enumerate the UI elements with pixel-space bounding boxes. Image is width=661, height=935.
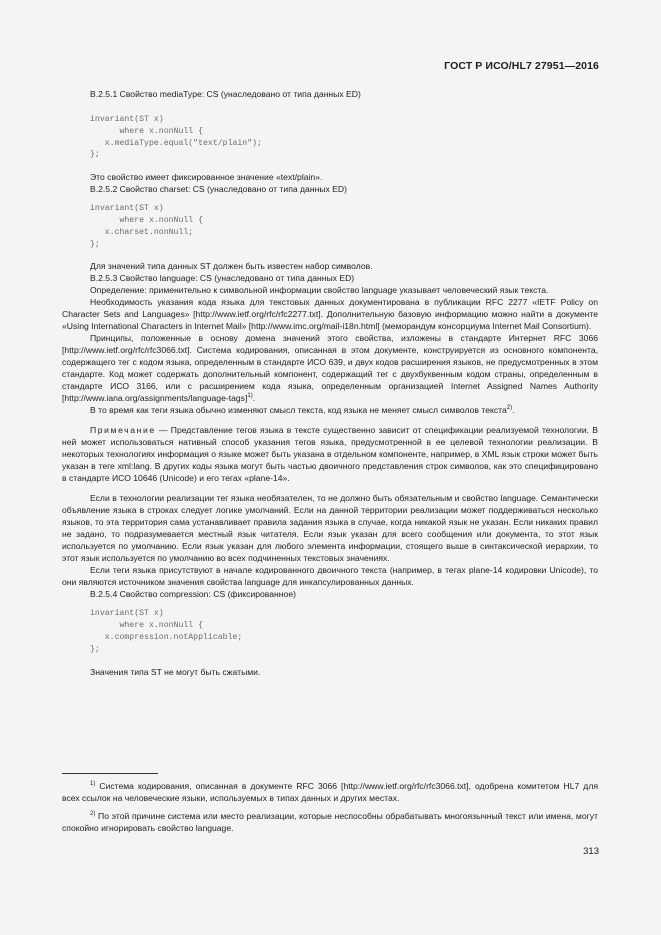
footnote-ref: 2): [506, 405, 513, 412]
code-block: [62, 114, 598, 161]
code-block: [62, 608, 598, 655]
footnote-ref: 1): [247, 393, 253, 400]
section-heading: B.2.5.1 Свойство mediaType: CS (унаследовано от типа данных ED): [90, 89, 361, 99]
code-line: where x.nonNull {: [90, 126, 204, 136]
footnote-mark: 1): [90, 781, 96, 788]
footnote-text: Система кодирования, описанная в документе RFC 3066 [http://www.ietf.org/rfc/rfc3066.txt], одобрена комитетом HL7 для всех ссылок на человеческие языки, используемых в типах данных и других местах.: [62, 781, 598, 803]
footnotes: [62, 773, 598, 834]
code-line: where x.nonNull {: [90, 215, 204, 225]
code-line: x.mediaType.equal("text/plain");: [90, 138, 262, 148]
footnote: [62, 810, 598, 834]
note: [62, 424, 598, 484]
paragraph: Необходимость указания кода языка для текстовых данных документирована в публикации RFC 2277 «IETF Policy on Character Sets and Languages» [http://www.ietf.org/rfc/rfc2277.txt]. Дополнительную базовую информацию можно найти в документе «Using International Characters in Internet Mail» [http://www.imc.org/mail-i18n.html] (меморандум консорциума Internet Mail Consortium).: [62, 297, 598, 332]
footnote-mark: 2): [90, 811, 96, 818]
document-header: ГОСТ Р ИСО/HL7 27951—2016: [444, 60, 599, 72]
code-line: x.charset.nonNull;: [90, 227, 194, 237]
footnote: [62, 780, 598, 804]
paragraph-end: .: [252, 393, 256, 404]
code-line: x.compression.notApplicable;: [90, 632, 243, 642]
paragraph: Если в технологии реализации тег языка необязателен, то не должно быть обязательным и свойство language. Семантически объявление языка в строках следует логике умолчаний. Если на данной территории реализации может поддерживаться несколько языков, то эта территория сама устанавливает правила задания языка в случае, когда никакой язык не указан. Если никаких правил не задано, то подразумевается местный язык читателя. Если язык указан для всего сообщения или документа, то этот язык используется по умолчанию. Если язык указан для любого элемента информации, стоящего выше в синтаксической иерархии, то этот язык используется по умолчанию во всех подчиненных текстовых значениях.: [62, 493, 598, 564]
section-heading: B.2.5.3 Свойство language: CS (унаследовано от типа данных ED): [90, 273, 355, 284]
paragraph: [62, 332, 598, 404]
definition: Определение: применительно к символьной информации свойство language указывает человеческий язык текста.: [90, 285, 549, 296]
note-label: Примечание: [90, 425, 156, 436]
code-line: invariant(ST x): [90, 609, 164, 619]
note-text: — Представление тегов языка в тексте существенно зависит от спецификации реализуемой технологии. В ней может использоваться нативный способ указания тегов языка, предусмотренной в ее целевой технологии реализации. В некоторых технологиях информация о языке может быть указана в отдельном компоненте, например, в XML язык строки может быть указан в теге xml:lang. В других коды языка могут быть частью двоичного представления строк символов, как это специфицировано в стандарте ИСО 10646 (Unicode) и его тегах «plane-14».: [62, 425, 598, 484]
section-heading: B.2.5.4 Свойство compression: CS (фиксированное): [90, 589, 296, 600]
section-heading: B.2.5.2 Свойство charset: CS (унаследовано от типа данных ED): [90, 184, 347, 195]
footnote-divider: [62, 773, 158, 774]
code-block: [62, 203, 598, 250]
code-line: where x.nonNull {: [90, 621, 204, 631]
code-line: };: [90, 150, 100, 160]
code-line: };: [90, 644, 100, 654]
paragraph: Это свойство имеет фиксированное значение «text/plain».: [90, 172, 323, 183]
paragraph-text: Принципы, положенные в основу домена значений этого свойства, изложены в стандарте Интернет RFC 3066 [http://www.ietf.org/rfc/rfc3066.txt]. Система кодирования, описанная в этом документе, конструируется из основного компонента, содержащего тег с кодом языка, определенным в стандарте ИСО 639, и двух кодов расширения языков, не предусмотренных в этом стандарте. Код может содержать дополнительный компонент, содержащий тег с двухбуквенным кодом страны, определенным в стандарте ИСО 3166, или с расширением кода языка, определенным организацией Internet Assigned Names Authority [http://www.iana.org/assignments/language-tags]: [62, 333, 598, 404]
code-line: invariant(ST x): [90, 204, 164, 214]
paragraph: Значения типа ST не могут быть сжатыми.: [90, 666, 261, 677]
paragraph: Для значений типа данных ST должен быть известен набор символов.: [90, 261, 373, 272]
page-number: 313: [583, 846, 599, 857]
code-line: invariant(ST x): [90, 115, 164, 124]
main-content: [62, 88, 598, 678]
paragraph: Если теги языка присутствуют в начале кодированного двоичного текста (например, в тегах plane-14 кодировки Unicode), то они являются источником значения свойства language для инкапсулированных данных.: [62, 565, 598, 588]
code-line: };: [90, 239, 100, 249]
paragraph-text: В то время как теги языка обычно изменяют смысл текста, код языка не меняет смысл символов текста: [90, 405, 507, 416]
paragraph-end: .: [512, 405, 515, 416]
footnote-text: По этой причине система или место реализации, которые неспособны обрабатывать многоязычный текст или имена, могут спокойно игнорировать свойство language.: [62, 811, 598, 833]
paragraph: [62, 404, 598, 416]
